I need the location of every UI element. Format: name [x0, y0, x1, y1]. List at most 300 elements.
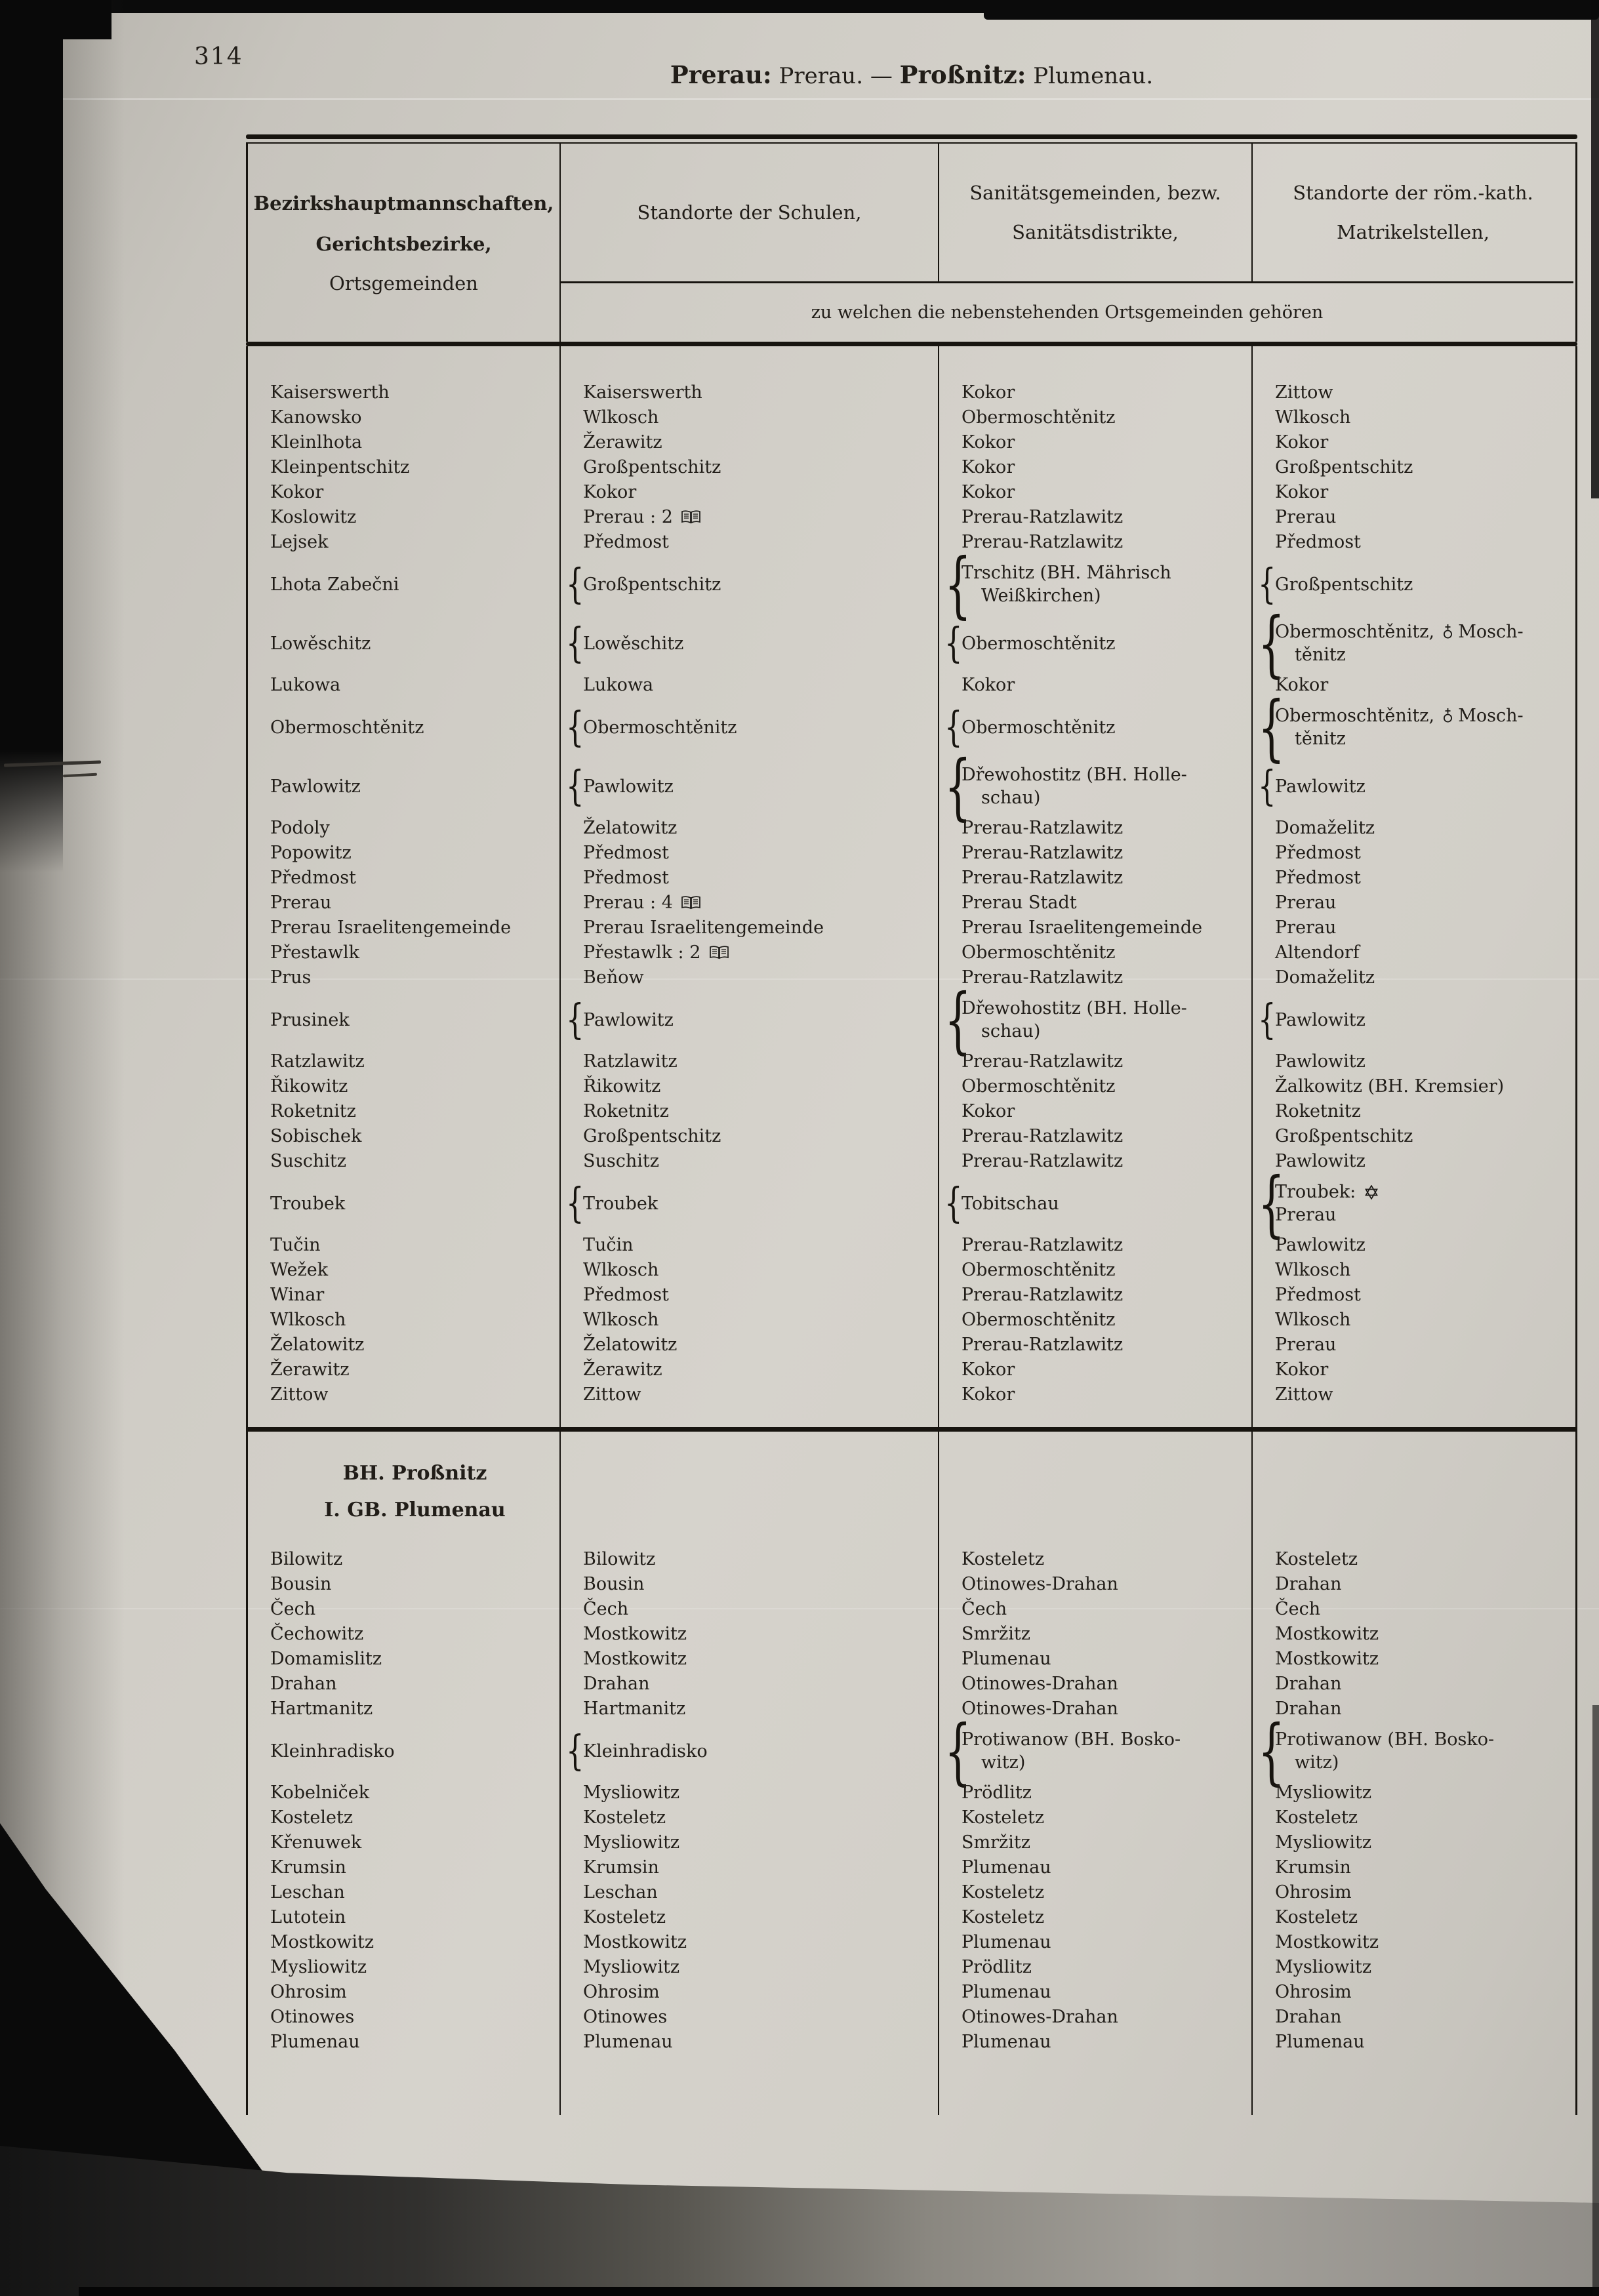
cell-matrikelstelle	[1253, 841, 1573, 866]
cell-schule	[561, 1697, 939, 1722]
cell-text: Prerau-Ratzlawitz	[961, 818, 1123, 838]
scan-artifact-corner	[0, 0, 111, 39]
cell-matrikelstelle: { Protiwanow (BH. Bosko- witz)	[1253, 1722, 1573, 1781]
cell-text: Kosteletz	[961, 1907, 1045, 1927]
cell-text: Želatowitz	[583, 1335, 678, 1355]
cell-text: Lutotein	[270, 1907, 346, 1927]
cell-sanitaetsgemeinde	[939, 530, 1253, 555]
cell-text: Drahan	[1275, 1674, 1342, 1694]
cell-text: Drahan	[270, 1674, 337, 1694]
cell-sanitaetsgemeinde: { Dřewohostitz (BH. Holle- schau)	[939, 990, 1253, 1049]
cell-matrikelstelle	[1253, 673, 1573, 698]
cell-schule	[561, 1308, 939, 1333]
cell-sanitaetsgemeinde	[939, 1358, 1253, 1382]
cell-text: Großpentschitz	[583, 574, 721, 595]
cell-text: Prödlitz	[961, 1957, 1032, 1977]
cell-ortsgemeinde	[248, 1074, 561, 1099]
cell-schule	[561, 1358, 939, 1382]
table-row	[248, 1074, 1575, 1099]
cell-schule	[561, 1149, 939, 1174]
cell-text: Hartmanitz	[583, 1699, 686, 1719]
cell-matrikelstelle	[1253, 940, 1573, 965]
cell-ortsgemeinde	[248, 673, 561, 698]
cell-text: Mysliowitz	[1275, 1957, 1372, 1977]
cell-ortsgemeinde	[248, 1049, 561, 1074]
cell-sanitaetsgemeinde	[939, 1074, 1253, 1099]
cell-text: Wlkosch	[583, 1260, 659, 1280]
open-book-icon	[709, 945, 729, 960]
cell-sanitaetsgemeinde	[939, 1905, 1253, 1930]
title-segment: Plumenau.	[1026, 63, 1154, 89]
empty-cell	[939, 1450, 1253, 1533]
cell-text: Kleinhradisko	[270, 1741, 395, 1762]
cell-sanitaetsgemeinde	[939, 1099, 1253, 1124]
cell-schule: { Pawlowitz	[561, 757, 939, 816]
cell-matrikelstelle	[1253, 1781, 1573, 1805]
cell-text: Pawlowitz	[270, 776, 361, 797]
cell-matrikelstelle	[1253, 1697, 1573, 1722]
table-row	[248, 866, 1575, 891]
cell-ortsgemeinde	[248, 1905, 561, 1930]
cell-sanitaetsgemeinde	[939, 505, 1253, 530]
cell-sanitaetsgemeinde	[939, 1955, 1253, 1980]
column-header-sanitaet: Sanitätsgemeinden, bezw. Sanitätsdistrikte,	[939, 144, 1253, 281]
cell-text: Beňow	[583, 967, 644, 988]
table-row	[248, 841, 1575, 866]
spacer-cell	[248, 1533, 561, 1547]
cell-matrikelstelle	[1253, 1358, 1573, 1382]
table-row	[248, 965, 1575, 990]
cell-ortsgemeinde	[248, 1149, 561, 1174]
cell-schule	[561, 1955, 939, 1980]
cell-text: Dřewohostitz (BH. Holle- schau)	[961, 998, 1187, 1041]
cell-text: Přestawlk	[270, 942, 359, 963]
cell-schule	[561, 455, 939, 480]
cell-text: Žerawitz	[270, 1359, 350, 1380]
table-row	[248, 1697, 1575, 1722]
cell-matrikelstelle	[1253, 1258, 1573, 1283]
cell-matrikelstelle	[1253, 1382, 1573, 1407]
spacer-row	[248, 1432, 1575, 1450]
cell-sanitaetsgemeinde	[939, 1049, 1253, 1074]
title-segment: Prerau:	[670, 60, 772, 89]
cell-sanitaetsgemeinde	[939, 1622, 1253, 1647]
cell-sanitaetsgemeinde	[939, 1930, 1253, 1955]
cell-text: Mostkowitz	[583, 1624, 687, 1644]
cell-text: Bilowitz	[583, 1549, 656, 1569]
cell-schule	[561, 1074, 939, 1099]
cell-ortsgemeinde	[248, 866, 561, 891]
column-header-matrikel: Standorte der röm.-kath. Matrikelstellen,	[1293, 182, 1533, 243]
cell-text: Lukowa	[583, 675, 654, 695]
cell-ortsgemeinde	[248, 430, 561, 455]
cell-text: Otinowes-Drahan	[961, 1699, 1118, 1719]
cell-text: Mysliowitz	[270, 1957, 367, 1977]
cell-matrikelstelle: { Pawlowitz	[1253, 990, 1573, 1049]
cell-schule: { Lowěschitz	[561, 614, 939, 673]
cell-schule	[561, 891, 939, 916]
header-bottom-rule	[246, 342, 1577, 346]
table-row	[248, 430, 1575, 455]
cell-sanitaetsgemeinde	[939, 891, 1253, 916]
cell-schule	[561, 2005, 939, 2030]
cell-text: Čech	[270, 1599, 316, 1619]
cell-matrikelstelle	[1253, 816, 1573, 841]
cell-schule	[561, 1880, 939, 1905]
cell-text: Prerau-Ratzlawitz	[961, 868, 1123, 888]
cell-matrikelstelle	[1253, 1099, 1573, 1124]
table-row	[248, 816, 1575, 841]
table-row	[248, 1283, 1575, 1308]
cell-text: Čech	[583, 1599, 629, 1619]
table-row	[248, 1099, 1575, 1124]
cell-text: Wežek	[270, 1260, 329, 1280]
cell-text: Zittow	[1275, 1384, 1333, 1405]
cell-text: Winar	[270, 1285, 325, 1305]
cell-matrikelstelle	[1253, 380, 1573, 405]
cell-ortsgemeinde	[248, 1880, 561, 1905]
table-row	[248, 1781, 1575, 1805]
cell-text: Kosteletz	[961, 1549, 1045, 1569]
cell-ortsgemeinde	[248, 505, 561, 530]
cell-matrikelstelle	[1253, 1233, 1573, 1258]
cell-text: Zittow	[583, 1384, 641, 1405]
cell-ortsgemeinde	[248, 1781, 561, 1805]
cell-sanitaetsgemeinde	[939, 405, 1253, 430]
cell-sanitaetsgemeinde	[939, 2030, 1253, 2055]
cell-text: Mysliowitz	[583, 1782, 680, 1803]
cell-ortsgemeinde	[248, 1830, 561, 1855]
spacer-cell	[561, 1432, 939, 1450]
cell-text: Prerau-Ratzlawitz	[961, 967, 1123, 988]
cell-text: Lukowa	[270, 675, 341, 695]
cell-schule	[561, 673, 939, 698]
cell-text: Otinowes-Drahan	[961, 2007, 1118, 2027]
cell-matrikelstelle: { Obermoschtěnitz, Mosch- těnitz	[1253, 698, 1573, 757]
table-row	[248, 380, 1575, 405]
cell-sanitaetsgemeinde	[939, 1333, 1253, 1358]
cell-text: Zittow	[270, 1384, 329, 1405]
cell-text: Ohrosim	[270, 1982, 347, 2002]
cell-sanitaetsgemeinde: { Tobitschau	[939, 1174, 1253, 1233]
cell-text: Kanowsko	[270, 407, 362, 428]
gazetteer-table	[246, 134, 1577, 2115]
cell-text: Prerau-Ratzlawitz	[961, 1151, 1123, 1171]
cell-ortsgemeinde	[248, 940, 561, 965]
cell-ortsgemeinde	[248, 1597, 561, 1622]
cell-text: Bousin	[583, 1574, 645, 1594]
section-header: BH. Proßnitz I. GB. Plumenau	[324, 1462, 506, 1521]
cell-text: Obermoschtěnitz	[961, 407, 1116, 428]
title-segment: —	[870, 63, 900, 89]
cell-matrikelstelle: { Troubek: Prerau	[1253, 1174, 1573, 1233]
cell-ortsgemeinde	[248, 530, 561, 555]
title-segment: Prerau.	[771, 63, 870, 89]
cell-matrikelstelle	[1253, 455, 1573, 480]
cell-schule	[561, 1647, 939, 1672]
table-body	[246, 346, 1577, 2115]
page-number: 314	[194, 43, 243, 70]
cell-sanitaetsgemeinde	[939, 1980, 1253, 2005]
cell-text: Kosteletz	[1275, 1907, 1358, 1927]
cell-text: Řikowitz	[583, 1076, 661, 1097]
table-row	[248, 405, 1575, 430]
cell-text: Ohrosim	[1275, 1882, 1352, 1903]
cell-text: Suschitz	[270, 1151, 346, 1171]
cell-schule	[561, 1855, 939, 1880]
cell-schule	[561, 1124, 939, 1149]
cell-schule	[561, 1597, 939, 1622]
spacer-row	[248, 1533, 1575, 1547]
cell-sanitaetsgemeinde: { Protiwanow (BH. Bosko- witz)	[939, 1722, 1253, 1781]
table-row	[248, 1382, 1575, 1407]
cell-text: Drahan	[1275, 2007, 1342, 2027]
cell-matrikelstelle	[1253, 1049, 1573, 1074]
cell-text: Kokor	[961, 1359, 1015, 1380]
cell-schule	[561, 1382, 939, 1407]
cell-text: Prerau	[270, 893, 332, 913]
cell-text: Prerau-Ratzlawitz	[961, 532, 1123, 552]
cell-sanitaetsgemeinde: { Obermoschtěnitz	[939, 614, 1253, 673]
cell-text: Tučin	[270, 1235, 321, 1255]
cell-text: Kokor	[583, 482, 637, 502]
open-book-icon	[681, 895, 701, 910]
cell-text: Pawlowitz	[583, 776, 674, 797]
cell-text: Předmost	[583, 868, 669, 888]
cell-text: Krumsin	[270, 1857, 346, 1878]
cell-sanitaetsgemeinde	[939, 1382, 1253, 1407]
column-header-schulen: Standorte der Schulen,	[561, 144, 939, 281]
cell-text: Wlkosch	[1275, 1310, 1351, 1330]
cell-matrikelstelle	[1253, 1149, 1573, 1174]
cell-text: Prerau : 2	[583, 505, 938, 530]
cell-text: Tobitschau	[961, 1193, 1059, 1214]
table-row	[248, 455, 1575, 480]
cell-text: Prerau	[1275, 507, 1337, 527]
cell-text: Kokor	[1275, 1359, 1329, 1380]
cell-text: Žerawitz	[583, 1359, 662, 1380]
cell-text: Pawlowitz	[1275, 1151, 1366, 1171]
cell-text: Prerau Stadt	[961, 893, 1077, 913]
cell-text: Otinowes	[583, 2007, 668, 2027]
cell-ortsgemeinde	[248, 916, 561, 940]
spacer-cell	[1253, 1432, 1573, 1450]
cell-text: Mostkowitz	[583, 1649, 687, 1669]
cell-text: Podoly	[270, 818, 330, 838]
cell-ortsgemeinde	[248, 841, 561, 866]
cell-schule	[561, 841, 939, 866]
cell-ortsgemeinde	[248, 1333, 561, 1358]
cell-ortsgemeinde	[248, 405, 561, 430]
cell-ortsgemeinde	[248, 1855, 561, 1880]
cell-matrikelstelle	[1253, 866, 1573, 891]
cell-text: Leschan	[583, 1882, 658, 1903]
cell-ortsgemeinde	[248, 480, 561, 505]
section-header-row	[248, 1450, 1575, 1533]
cell-text: Řikowitz	[270, 1076, 348, 1097]
table-row	[248, 1930, 1575, 1955]
cell-schule: { Kleinhradisko	[561, 1722, 939, 1781]
cell-schule	[561, 405, 939, 430]
cell-matrikelstelle	[1253, 530, 1573, 555]
cell-ortsgemeinde	[248, 1547, 561, 1572]
spacer-cell	[248, 1432, 561, 1450]
cell-schule	[561, 380, 939, 405]
table-row	[248, 1880, 1575, 1905]
cell-text: Čech	[1275, 1599, 1321, 1619]
cell-matrikelstelle	[1253, 1805, 1573, 1830]
cell-sanitaetsgemeinde	[939, 965, 1253, 990]
orb-cross-icon	[1443, 708, 1453, 723]
cell-text: Prerau Israelitengemeinde	[583, 917, 824, 938]
table-row	[248, 916, 1575, 940]
cell-text: Mysliowitz	[583, 1832, 680, 1853]
cell-text: Prerau-Ratzlawitz	[961, 507, 1123, 527]
cell-text: Suschitz	[583, 1151, 659, 1171]
cell-ortsgemeinde	[248, 1622, 561, 1647]
cell-text: Plumenau	[1275, 2032, 1365, 2052]
cell-text: Prerau-Ratzlawitz	[961, 843, 1123, 863]
cell-text: Předmost	[1275, 843, 1361, 863]
cell-text: Čech	[961, 1599, 1007, 1619]
cell-text: Kaiserswerth	[270, 382, 390, 403]
scan-scratch	[0, 98, 1599, 100]
cell-matrikelstelle	[1253, 1647, 1573, 1672]
cell-sanitaetsgemeinde	[939, 1781, 1253, 1805]
cell-matrikelstelle	[1253, 1980, 1573, 2005]
cell-sanitaetsgemeinde	[939, 1572, 1253, 1597]
cell-text: Prerau-Ratzlawitz	[961, 1235, 1123, 1255]
table-row	[248, 2030, 1575, 2055]
table-row	[248, 2005, 1575, 2030]
cell-ortsgemeinde	[248, 380, 561, 405]
spacer-cell	[1253, 2055, 1573, 2115]
cell-text: Kosteletz	[583, 1807, 666, 1828]
cell-text: Prusinek	[270, 1009, 350, 1030]
table-row	[248, 1258, 1575, 1283]
spacer-cell	[561, 1533, 939, 1547]
cell-text: Plumenau	[961, 1932, 1051, 1952]
cell-text: Pawlowitz	[1275, 1235, 1366, 1255]
cell-ortsgemeinde	[248, 1382, 561, 1407]
cell-text: Krumsin	[1275, 1857, 1351, 1878]
cell-sanitaetsgemeinde: { Dřewohostitz (BH. Holle- schau)	[939, 757, 1253, 816]
cell-text: Großpentschitz	[1275, 457, 1413, 477]
cell-text: Wlkosch	[583, 1310, 659, 1330]
spacer-cell	[561, 1407, 939, 1427]
cell-matrikelstelle	[1253, 430, 1573, 455]
cell-sanitaetsgemeinde	[939, 380, 1253, 405]
cell-ortsgemeinde	[248, 1124, 561, 1149]
cell-sanitaetsgemeinde	[939, 1124, 1253, 1149]
cell-ortsgemeinde	[248, 965, 561, 990]
table-top-rule	[246, 134, 1577, 139]
cell-text: Želatowitz	[270, 1335, 365, 1355]
cell-sanitaetsgemeinde	[939, 1547, 1253, 1572]
table-row	[248, 1622, 1575, 1647]
cell-text: Wlkosch	[583, 407, 659, 428]
cell-ortsgemeinde	[248, 1233, 561, 1258]
cell-matrikelstelle	[1253, 1333, 1573, 1358]
scan-artifact-top	[984, 0, 1599, 20]
cell-text: Troubek	[583, 1193, 658, 1214]
cell-text: Wlkosch	[270, 1310, 346, 1330]
cell-ortsgemeinde	[248, 1308, 561, 1333]
cell-text: Předmost	[1275, 532, 1361, 552]
cell-sanitaetsgemeinde	[939, 841, 1253, 866]
cell-matrikelstelle	[1253, 1124, 1573, 1149]
cell-text: Obermoschtěnitz	[961, 1310, 1116, 1330]
cell-schule	[561, 1099, 939, 1124]
cell-text: Bilowitz	[270, 1549, 343, 1569]
cell-ortsgemeinde	[248, 1099, 561, 1124]
spacer-cell	[248, 1407, 561, 1427]
cell-text: Kosteletz	[961, 1882, 1045, 1903]
cell-text: Prerau Israelitengemeinde	[961, 917, 1203, 938]
cell-schule	[561, 1830, 939, 1855]
cell-text: Pawlowitz	[1275, 1009, 1366, 1030]
cell-text: Ohrosim	[583, 1982, 660, 2002]
cell-matrikelstelle	[1253, 505, 1573, 530]
cell-text: Großpentschitz	[1275, 1126, 1413, 1146]
table-row	[248, 1805, 1575, 1830]
cell-text: Tučin	[583, 1235, 634, 1255]
cell-schule	[561, 940, 939, 965]
cell-text: Mostkowitz	[1275, 1649, 1379, 1669]
cell-text: Kokor	[961, 482, 1015, 502]
table-row	[248, 1672, 1575, 1697]
cell-schule	[561, 480, 939, 505]
cell-text: Prerau-Ratzlawitz	[961, 1335, 1123, 1355]
cell-text: Kokor	[1275, 432, 1329, 453]
open-book-icon	[681, 510, 701, 525]
spacer-cell	[561, 2055, 939, 2115]
table-row	[248, 1905, 1575, 1930]
table-row	[248, 1855, 1575, 1880]
cell-ortsgemeinde	[248, 1930, 561, 1955]
cell-text: Křenuwek	[270, 1832, 362, 1853]
cell-ortsgemeinde	[248, 816, 561, 841]
cell-text: Ratzlawitz	[583, 1051, 678, 1072]
cell-text: Kokor	[1275, 482, 1329, 502]
cell-matrikelstelle: { Pawlowitz	[1253, 757, 1573, 816]
table-row	[248, 530, 1575, 555]
cell-text: Obermoschtěnitz	[583, 717, 737, 738]
cell-text: Otinowes-Drahan	[961, 1574, 1118, 1594]
section-divider-rule	[246, 1427, 1577, 1432]
cell-matrikelstelle	[1253, 1622, 1573, 1647]
cell-text: Zittow	[1275, 382, 1333, 403]
cell-sanitaetsgemeinde	[939, 1880, 1253, 1905]
cell-matrikelstelle	[1253, 480, 1573, 505]
cell-sanitaetsgemeinde	[939, 1258, 1253, 1283]
cell-text: Drahan	[1275, 1699, 1342, 1719]
spacer-cell	[939, 1407, 1253, 1427]
cell-schule	[561, 1622, 939, 1647]
spacer-cell	[561, 346, 939, 380]
cell-text: Krumsin	[583, 1857, 659, 1878]
cell-text: Ratzlawitz	[270, 1051, 365, 1072]
cell-schule	[561, 1333, 939, 1358]
scan-artifact-left-band	[0, 0, 63, 872]
cell-text: Kokor	[961, 457, 1015, 477]
cell-text: Trschitz (BH. Mährisch Weißkirchen)	[961, 563, 1171, 606]
cell-text: Kosteletz	[1275, 1807, 1358, 1828]
cell-schule	[561, 1283, 939, 1308]
header-span-note: zu welchen die nebenstehenden Ortsgemeinden gehören	[561, 281, 1573, 342]
cell-text: Obermoschtěnitz	[270, 717, 424, 738]
cell-text: Předmost	[1275, 1285, 1361, 1305]
